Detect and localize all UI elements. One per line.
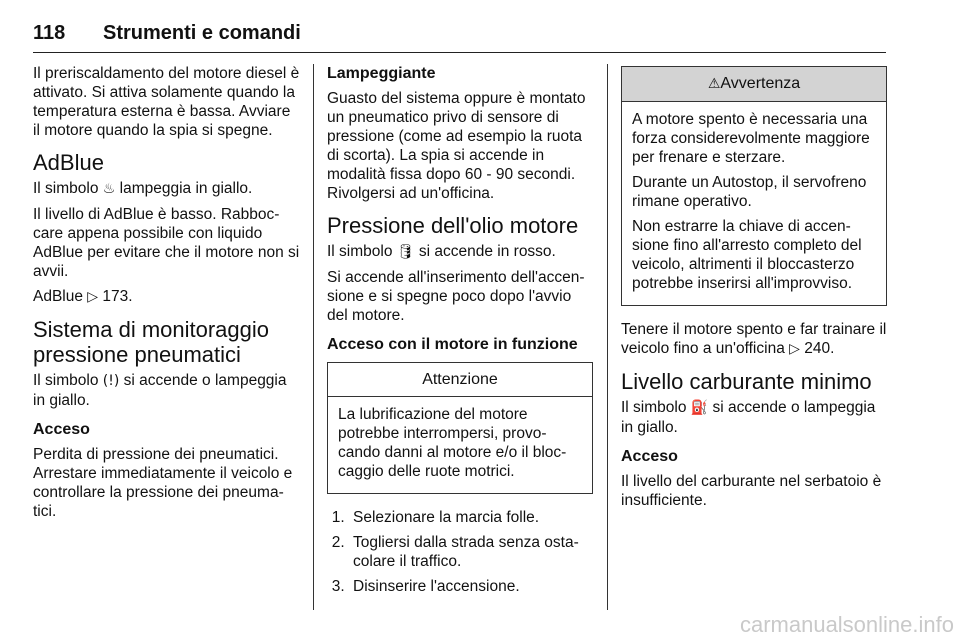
tire-pressure-icon: (!) — [102, 373, 120, 389]
warning-text-3: Non estrarre la chiave di accensione fino all'arresto completo del veicolo, altrimenti il bloccasterzo potrebbe inserirsi all'improvviso. — [632, 218, 862, 292]
oil-can-icon: 🛢 — [396, 244, 415, 260]
warning-header — [622, 67, 886, 102]
adblue-symbol-line: Il simbolo ♨ lampeggia in giallo. — [33, 180, 253, 197]
tpms-acceso-heading: Acceso — [33, 421, 90, 438]
attention-title: Attenzione — [328, 363, 592, 397]
column-divider — [607, 64, 608, 610]
intro-paragraph: Il preriscaldamento del motore diesel è attivato. Si attiva solamente quando la temperatura esterna è bassa. Avviare il motore quando la spia si spegne. — [33, 65, 300, 139]
watermark: carmanualsonline.info — [739, 612, 954, 637]
page-header — [33, 22, 886, 53]
warning-text-2: Durante un Autostop, il servofreno rimane operativo. — [632, 174, 867, 210]
chapter-title: Strumenti e comandi — [103, 22, 301, 44]
adblue-paragraph: Il livello di AdBlue è basso. Rabboccare appena possibile con liquido AdBlue per evitare che il motore non si avvii. — [33, 206, 300, 280]
column-divider — [313, 64, 314, 610]
warning-box — [621, 66, 887, 306]
column-2 — [327, 64, 593, 602]
adblue-warning-icon: ♨ — [102, 181, 116, 197]
blink-paragraph: Guasto del sistema oppure è montato un pneumatico privo di sensore di pressione (come ad esempio la ruota di scorta). La spia si accende in modalità fissa dopo 60 - 90 secondi. Rivolgersi ad un'officina. — [327, 90, 586, 202]
warning-text-1: A motore spento è necessaria una forza considerevolmente maggiore per frenare e sterzare. — [632, 111, 870, 166]
tow-paragraph: Tenere il motore spento e far trainare il veicolo fino a un'officina ▷ 240. — [621, 321, 887, 357]
fuel-acceso-heading: Acceso — [621, 448, 678, 465]
warning-triangle-icon: ⚠ — [707, 76, 721, 92]
fuel-symbol-line: Il simbolo ⛽ si accende o lampeggia in giallo. — [621, 399, 876, 436]
steps-list — [327, 508, 593, 596]
running-heading: Acceso con il motore in funzione — [327, 336, 578, 353]
oil-paragraph: Si accende all'inserimento dell'accensione e si spegne poco dopo l'avvio del motore. — [327, 269, 585, 324]
column-3 — [621, 64, 887, 516]
fuel-heading: Livello carburante minimo — [621, 369, 872, 394]
page-reference-arrow-icon: ▷ — [87, 289, 99, 305]
fuel-paragraph: Il livello del carburante nel serbatoio è insufficiente. — [621, 473, 882, 509]
adblue-heading: AdBlue — [33, 150, 104, 175]
attention-box — [327, 362, 593, 494]
blink-heading: Lampeggiante — [327, 65, 436, 82]
list-item: 2. Togliersi dalla strada senza ostacolare il traffico. — [349, 533, 593, 571]
list-item: 3. Disinserire l'accensione. — [349, 577, 593, 596]
list-item: 1. Selezionare la marcia folle. — [349, 508, 593, 527]
column-1 — [33, 64, 301, 527]
fuel-pump-icon: ⛽ — [690, 400, 709, 416]
tpms-heading: Sistema di monitoraggio pressione pneumatici — [33, 317, 270, 367]
oil-symbol-line: Il simbolo 🛢 si accende in rosso. — [327, 243, 556, 260]
oil-pressure-heading: Pressione dell'olio motore — [327, 213, 579, 238]
adblue-reference: AdBlue ▷ 173. — [33, 288, 133, 305]
page-reference-arrow-icon: ▷ — [789, 341, 800, 357]
tpms-paragraph: Perdita di pressione dei pneumatici. Arrestare immediatamente il veicolo e controllare la pressione dei pneumatici. — [33, 446, 293, 520]
tpms-symbol-line: Il simbolo (!) si accende o lampeggia in giallo. — [33, 372, 287, 409]
page-number: 118 — [33, 22, 66, 44]
warning-title: Avvertenza — [720, 75, 801, 92]
attention-text: La lubrificazione del motore potrebbe interrompersi, provocando danni al motore e/o il bloccaggio delle ruote motrici. — [338, 406, 567, 480]
